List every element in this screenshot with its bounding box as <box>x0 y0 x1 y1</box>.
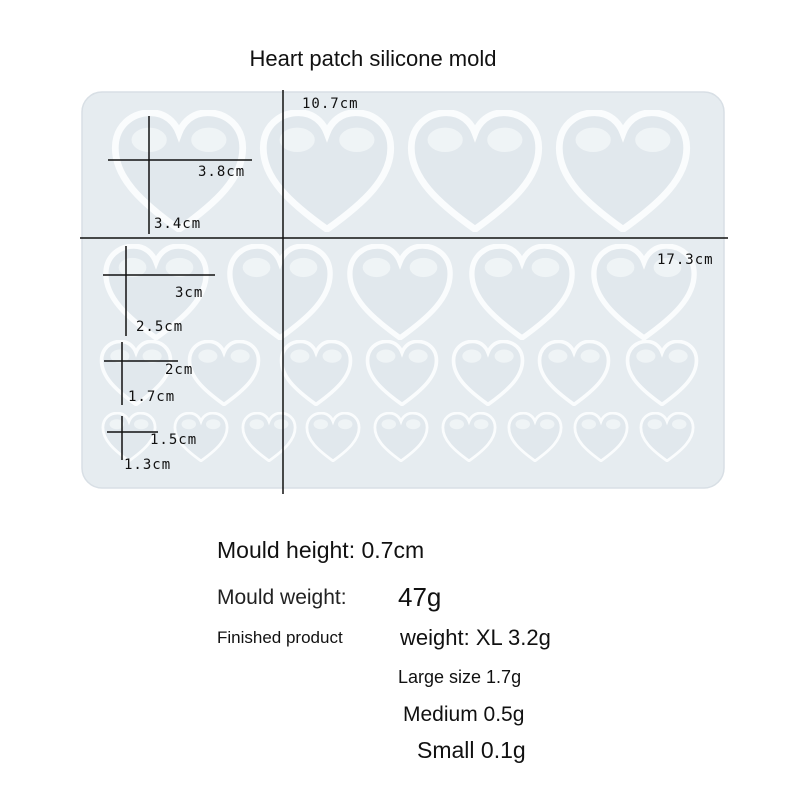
weight-small: Small 0.1g <box>417 737 526 763</box>
dim-xl-width: 3.8cm <box>198 164 246 180</box>
page-title: Heart patch silicone mold <box>249 46 497 71</box>
dim-width-top: 10.7cm <box>302 96 359 112</box>
finished-product-label: Finished product <box>217 628 343 647</box>
dim-xl-height: 3.4cm <box>154 216 202 232</box>
mould-weight-label: Mould weight: <box>217 586 347 609</box>
dim-small-width: 1.5cm <box>150 432 198 448</box>
mould-weight-value: 47g <box>398 582 442 612</box>
dim-length-total: 17.3cm <box>657 252 714 268</box>
dim-medium-width: 2cm <box>165 362 194 378</box>
dim-large-height: 2.5cm <box>136 319 184 335</box>
weight-large: Large size 1.7g <box>398 667 522 687</box>
dim-small-height: 1.3cm <box>124 457 172 473</box>
dim-medium-height: 1.7cm <box>128 389 176 405</box>
mould-height: Mould height: 0.7cm <box>217 537 425 563</box>
weight-medium: Medium 0.5g <box>403 703 525 726</box>
dim-large-width: 3cm <box>175 285 204 301</box>
weight-xl: weight: XL 3.2g <box>400 625 551 650</box>
